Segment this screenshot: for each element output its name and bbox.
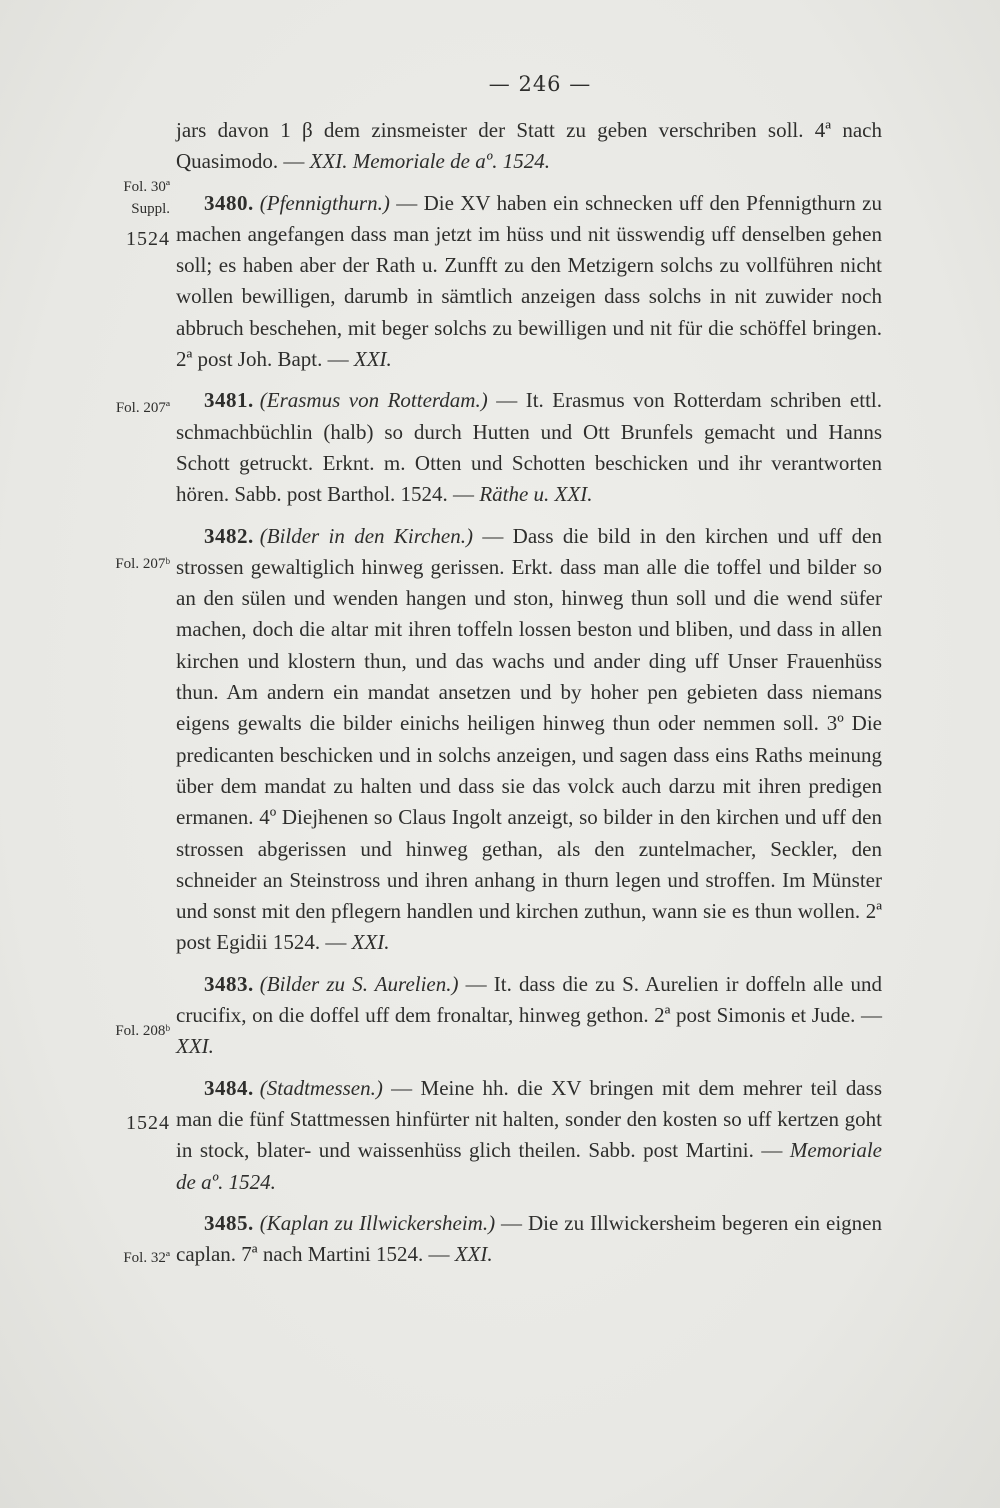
entry-number: 3484. xyxy=(204,1075,254,1100)
entry-number: 3482. xyxy=(204,523,254,548)
entry-text: — Die XV haben ein schnecken uff den Pfennigthurn zu machen angefangen dass man jetzt im hüss und nit üsswendig uff denselben gehen soll; es haben aber der Rath u. Zunfft zu den Metzigern solchs zu vollführen nicht wollen bewilligen, darumb in sämtlich anzeigen dass solchs in nit zuwider noch abbruch beschehen, mit beger solchs zu bewilligen und nit für die schöffel bringen. 2ª post Joh. Bapt. — xyxy=(176,190,882,372)
entry-3484 xyxy=(176,1073,882,1198)
margin-note-fol-30a xyxy=(60,176,170,220)
entry-number: 3481. xyxy=(204,388,254,413)
margin-note-fol-207b xyxy=(60,553,170,575)
intro-source: XXI. Memoriale de aº. 1524. xyxy=(309,149,550,174)
entry-topic: (Stadtmessen.) xyxy=(259,1075,383,1100)
entry-text: — It. Erasmus von Rotterdam schriben ettl. schmachbüchlin (halb) so durch Hutten und Ott Brunfels gemacht und Hanns Schott getruckt. Erknt. m. Otten und Schotten beschicken und ihr verantworten hören. Sabb. post Barthol. 1524. — xyxy=(176,388,882,507)
intro-paragraph xyxy=(176,115,882,178)
entry-source: Räthe u. XXI. xyxy=(479,482,593,507)
entry-topic: (Pfennigthurn.) xyxy=(259,190,390,215)
margin-note-year xyxy=(60,1112,170,1134)
entry-number: 3483. xyxy=(204,971,254,996)
entry-topic: (Bilder in den Kirchen.) xyxy=(259,523,473,548)
entry-3482 xyxy=(176,521,882,959)
margin-note-fol-208b xyxy=(60,1020,170,1042)
intro-text: jars davon 1 β dem zinsmeister der Statt zu geben verschriben soll. 4ª nach Quasimodo. — xyxy=(176,118,882,174)
margin-note-fol-207a xyxy=(60,397,170,419)
margin-note-line: Fol. 207ᵇ xyxy=(115,556,170,572)
entry-3480 xyxy=(176,188,882,376)
entry-source: XXI. xyxy=(353,347,392,372)
margin-note-line: Suppl. xyxy=(131,201,170,217)
entry-topic: (Erasmus von Rotterdam.) xyxy=(259,388,488,413)
entry-3481 xyxy=(176,385,882,510)
entry-number: 3480. xyxy=(204,190,254,215)
entry-source: XXI. xyxy=(454,1242,493,1267)
entry-3483 xyxy=(176,969,882,1063)
margin-note-line: 1524 xyxy=(126,1112,170,1134)
margin-note-fol-32a xyxy=(60,1247,170,1269)
entry-text: — Dass die bild in den kirchen und uff den strossen gewaltiglich hinweg gerissen. Erkt. dass man alle die toffel und bilder so an den sülen und wenden hangen und ston, hinweg thun soll und die wend süfer machen, doch die altar mit ihren toffeln lossen beston und bliben, und dass in allen kirchen und klostern thun, und das wachs und ander ding uff Unser Frauenhüss thun. Am andern ein mandat ansetzen und by hoher pen gebieten dass niemans eigens gewalts die bilder einichs heiligen hinweg thun oder nemmen soll. 3º Die predicanten beschicken und in solchs anzeigen, und sagen dass eins Raths meinung über dem mandat zu halten und dass sie das volck auch darzu mit ihren predigen ermanen. 4º Diejhenen so Claus Ingolt anzeigt, so bilder in den kirchen und uff den strossen abgerissen und hinweg gethan, als den zuntelmacher, Seckler, den schneider an Steinstross und ihren anhang in thurn legen und stroffen. Im Münster und sonst mit den pflegern handlen und kirchen zuthun, wann sie es thun wollen. 2ª post Egidii 1524. — xyxy=(176,523,882,955)
entry-text: — Die zu Illwickersheim begeren ein eignen caplan. 7ª nach Martini 1524. — xyxy=(176,1210,882,1267)
entry-3485 xyxy=(176,1208,882,1271)
entry-source: XXI. xyxy=(351,930,390,955)
entry-source: Memoriale de aº. 1524. xyxy=(176,1138,882,1194)
margin-note-year xyxy=(60,228,170,250)
margin-note-line: 1524 xyxy=(126,228,170,250)
entry-source: XXI. xyxy=(176,1034,214,1059)
entry-text: — It. dass die zu S. Aurelien ir doffeln alle und crucifix, on die doffel uff dem fronaltar, hinweg gethon. 2ª post Simonis et Jude. — xyxy=(176,971,882,1028)
body-text xyxy=(176,115,882,1270)
margin-note-line: Fol. 207ª xyxy=(115,400,170,416)
margin-note-line: Fol. 208ᵇ xyxy=(115,1023,170,1039)
margin-note-line: Fol. 32ª xyxy=(123,1250,170,1266)
margin-note-line: Fol. 30ª xyxy=(123,179,170,195)
page-number: — 246 — xyxy=(488,72,592,96)
entry-topic: (Kaplan zu Illwickersheim.) xyxy=(259,1210,496,1235)
entry-number: 3485. xyxy=(204,1210,254,1235)
entry-text: — Meine hh. die XV bringen mit dem mehrer teil dass man die fünf Stattmessen hinfürter nit halten, sonder den kosten so uff kertzen goht in stock, blater- und waissenhüss glich theilen. Sabb. post Martini. — xyxy=(176,1075,882,1163)
entry-topic: (Bilder zu S. Aurelien.) xyxy=(259,971,459,996)
